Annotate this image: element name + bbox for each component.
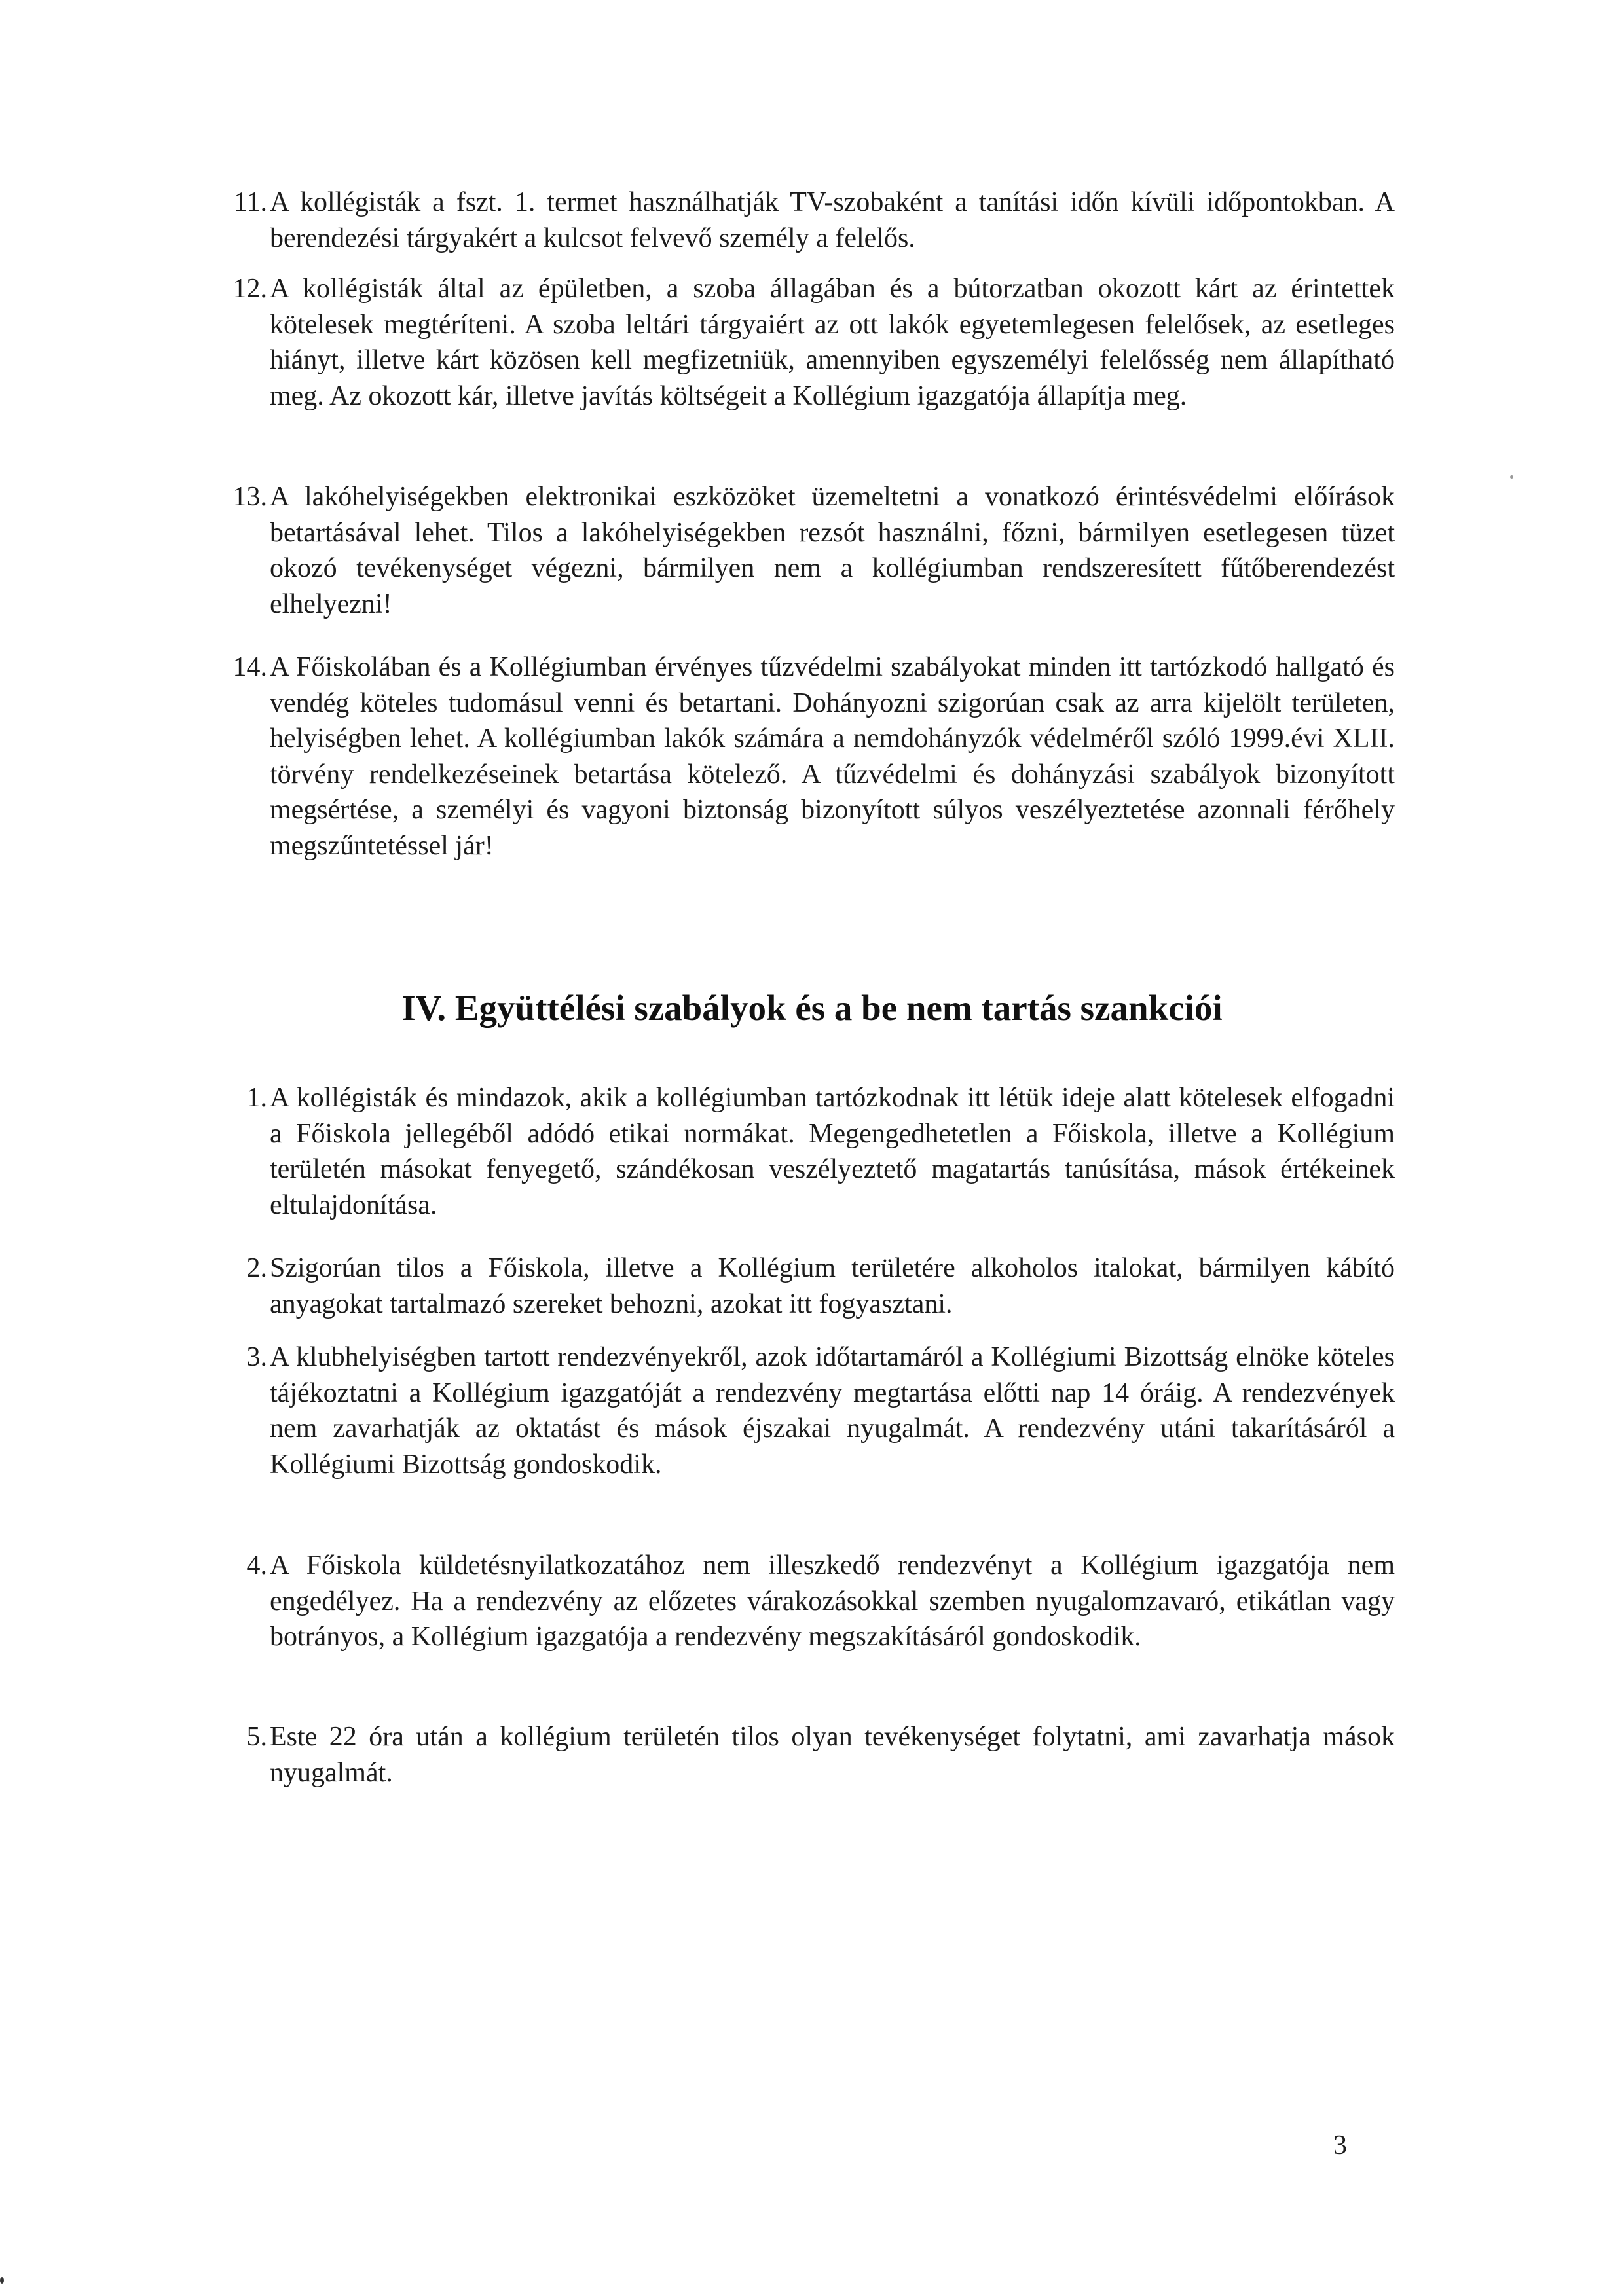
item-text: A kollégisták és mindazok, akik a kollégiumban tartózkodnak itt létük ideje alatt kötelesek elfogadni a Főiskola jellegéből adódó etikai normákat. Megengedhetetlen a Főiskola, illetve a Kollégium területén másokat fenyegető, szándékosan veszélyeztető magatartás tanúsítása, mások értékeinek eltulajdonítása. <box>270 1083 1395 1220</box>
scan-speck <box>1510 475 1513 479</box>
item-text: A lakóhelyiségekben elektronikai eszközöket üzemeltetni a vonatkozó érintésvédelmi előírások betartásával lehet. Tilos a lakóhelyiségekben rezsót használni, főzni, bármilyen esetlegesen tüzet okozó tevékenységet végezni, bármilyen nem a kollégiumban rendszeresített fűtőberendezést elhelyezni! <box>270 482 1395 619</box>
item-text: Szigorúan tilos a Főiskola, illetve a Kollégium területére alkoholos italokat, bármilyen kábító anyagokat tartalmazó szereket behozni, azokat itt fogyasztani. <box>270 1253 1395 1319</box>
item-number: 14. <box>232 652 267 682</box>
item-number: 1. <box>246 1083 267 1113</box>
section-heading: IV. Együttélési szabályok és a be nem tartás szankciói <box>401 988 1223 1028</box>
scan-speck <box>0 2277 4 2284</box>
item-number: 11. <box>234 187 267 217</box>
item-number: 12. <box>232 274 267 304</box>
item-text: A kollégisták által az épületben, a szoba állagában és a bútorzatban okozott kárt az érintettek kötelesek megtéríteni. A szoba leltári tárgyaiért az ott lakók egyetemlegesen felelősek, az esetleges hiányt, illetve kárt közösen kell megfizetniük, amennyiben egyszemélyi felelősség nem állapítható meg. Az okozott kár, illetve javítás költségeit a Kollégium igazgatója állapítja meg. <box>270 274 1395 411</box>
item-number: 3. <box>246 1342 267 1372</box>
page-number: 3 <box>1333 2130 1347 2160</box>
item-number: 13. <box>232 482 267 512</box>
item-text: A Főiskola küldetésnyilatkozatához nem illeszkedő rendezvényt a Kollégium igazgatója nem engedélyez. Ha a rendezvény az előzetes várakozásokkal szemben nyugalomzavaró, etikátlan vagy botrányos, a Kollégium igazgatója a rendezvény megszakításáról gondoskodik. <box>270 1550 1395 1652</box>
item-number: 4. <box>246 1550 267 1580</box>
item-text: A Főiskolában és a Kollégiumban érvényes tűzvédelmi szabályokat minden itt tartózkodó hallgató és vendég köteles tudomásul venni és betartani. Dohányozni szigorúan csak az arra kijelölt területen, helyiségben lehet. A kollégiumban lakók számára a nemdohányzók védelméről szóló 1999.évi XLII. törvény rendelkezéseinek betartása kötelező. A tűzvédelmi és dohányzási szabályok bizonyított megsértése, a személyi és vagyoni biztonság bizonyított súlyos veszélyeztetése azonnali férőhely megszűntetéssel jár! <box>270 652 1395 861</box>
item-number: 2. <box>246 1253 267 1283</box>
item-text: A klubhelyiségben tartott rendezvényekről, azok időtartamáról a Kollégiumi Bizottság elnöke köteles tájékoztatni a Kollégium igazgatóját a rendezvény megtartása előtti nap 14 óráig. A rendezvények nem zavarhatják az oktatást és mások éjszakai nyugalmát. A rendezvény utáni takarításáról a Kollégiumi Bizottság gondoskodik. <box>270 1342 1395 1480</box>
item-text: Este 22 óra után a kollégium területén tilos olyan tevékenységet folytatni, ami zavarhatja mások nyugalmát. <box>270 1722 1395 1788</box>
item-text: A kollégisták a fszt. 1. termet használhatják TV-szobaként a tanítási időn kívüli időpontokban. A berendezési tárgyakért a kulcsot felvevő személy a felelős. <box>270 187 1395 253</box>
item-number: 5. <box>246 1722 267 1752</box>
